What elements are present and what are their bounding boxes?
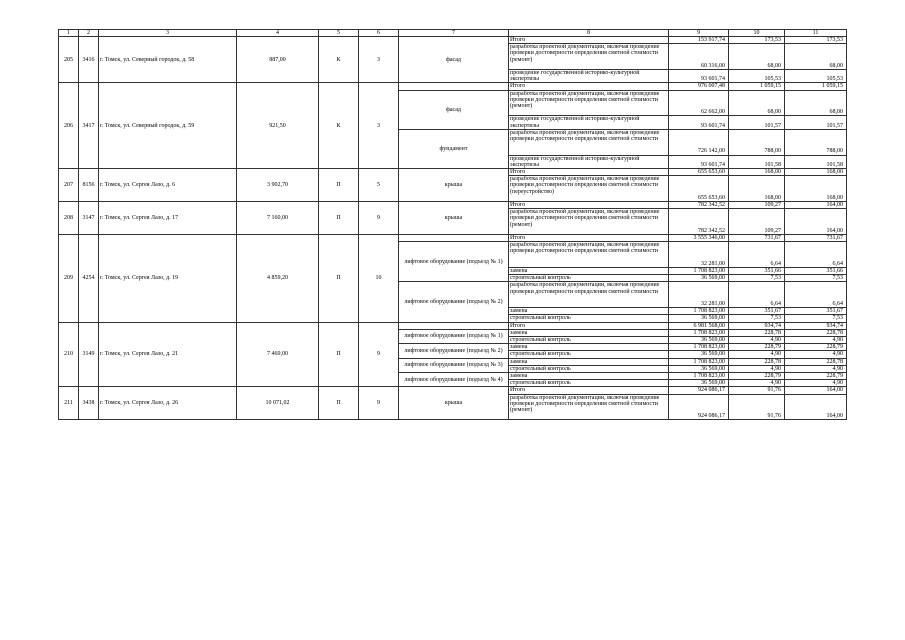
cost-total: 1 708 823,00: [669, 358, 729, 365]
work-description: замена: [509, 268, 669, 275]
max-cost-per-sqm: 4,90: [785, 351, 847, 358]
work-description: строительный контроль: [509, 380, 669, 387]
max-cost-per-sqm: 173,53: [785, 37, 847, 44]
wall-material: П: [319, 169, 359, 202]
house-area: 3 902,70: [237, 169, 319, 202]
house-code: 3149: [79, 322, 99, 387]
col-header-6: 6: [359, 30, 399, 37]
cost-total: 36 569,00: [669, 351, 729, 358]
structural-element: фундамент: [399, 129, 509, 168]
work-description: разработка проектной документации, включая проведение проверки достоверности определения сметной стоимости (ремонт): [509, 90, 669, 116]
work-description: разработка проектной документации, включая проведение проверки достоверности определения сметной стоимости: [509, 129, 669, 155]
cost-total: 6 981 568,00: [669, 322, 729, 329]
max-cost-per-sqm: 4,90: [785, 337, 847, 344]
cost-per-sqm: 109,27: [729, 209, 785, 235]
cost-per-sqm: 4,90: [729, 365, 785, 372]
work-description: разработка проектной документации, включая проведение проверки достоверности определения сметной стоимости (ремонт): [509, 394, 669, 420]
structural-element: лифтовое оборудование (подъезд № 1): [399, 329, 509, 343]
repair-table: [58, 29, 847, 420]
cost-total: 153 917,74: [669, 37, 729, 44]
cost-total: 924 086,17: [669, 394, 729, 420]
house-area: 7 160,00: [237, 202, 319, 235]
floor-count: 5: [359, 169, 399, 202]
structural-element: лифтовое оборудование (подъезд № 3): [399, 358, 509, 372]
column-number-header: [59, 30, 847, 37]
house-area: 4 859,20: [237, 235, 319, 323]
cost-per-sqm: 91,76: [729, 387, 785, 394]
capital-repair-register-sheet: [58, 29, 846, 420]
cost-total: 93 601,74: [669, 116, 729, 129]
house-code: 3438: [79, 387, 99, 420]
structural-element: лифтовое оборудование (подъезд № 2): [399, 344, 509, 358]
cost-per-sqm: 105,53: [729, 70, 785, 83]
house-area: 7 469,00: [237, 322, 319, 387]
table-row: [59, 83, 847, 90]
total-label: Итого: [509, 37, 669, 44]
structural-element: фасад: [399, 90, 509, 129]
cost-per-sqm: 6,64: [729, 242, 785, 268]
cost-total: 36 569,00: [669, 365, 729, 372]
cost-total: 1 708 823,00: [669, 268, 729, 275]
element-cell-empty: [399, 322, 509, 329]
house-area: 921,50: [237, 83, 319, 169]
col-header-9: 9: [669, 30, 729, 37]
max-cost-per-sqm: 164,00: [785, 209, 847, 235]
cost-per-sqm: 1 059,15: [729, 83, 785, 90]
cost-per-sqm: 4,90: [729, 351, 785, 358]
record-number: 209: [59, 235, 79, 323]
wall-material: П: [319, 387, 359, 420]
cost-total: 1 708 823,00: [669, 308, 729, 315]
house-address: г. Томск, ул. Сергея Лазо, д. 19: [99, 235, 237, 323]
house-code: 3416: [79, 37, 99, 83]
floor-count: 3: [359, 83, 399, 169]
cost-per-sqm: 7,53: [729, 315, 785, 322]
max-cost-per-sqm: 6,64: [785, 282, 847, 308]
work-description: строительный контроль: [509, 315, 669, 322]
max-cost-per-sqm: 164,00: [785, 394, 847, 420]
table-row: [59, 235, 847, 242]
structural-element: лифтовое оборудование (подъезд № 1): [399, 242, 509, 282]
cost-total: 36 569,00: [669, 275, 729, 282]
cost-per-sqm: 4,90: [729, 380, 785, 387]
work-description: строительный контроль: [509, 365, 669, 372]
cost-total: 62 662,00: [669, 90, 729, 116]
max-cost-per-sqm: 4,90: [785, 380, 847, 387]
house-code: 8156: [79, 169, 99, 202]
cost-per-sqm: 228,79: [729, 344, 785, 351]
work-description: строительный контроль: [509, 275, 669, 282]
wall-material: П: [319, 322, 359, 387]
house-address: г. Томск, ул. Северный городок, д. 58: [99, 37, 237, 83]
max-cost-per-sqm: 168,00: [785, 169, 847, 176]
wall-material: П: [319, 235, 359, 323]
cost-total: 976 007,48: [669, 83, 729, 90]
cost-per-sqm: 731,67: [729, 235, 785, 242]
floor-count: 9: [359, 387, 399, 420]
floor-count: 3: [359, 37, 399, 83]
table-body: [59, 37, 847, 420]
record-number: 207: [59, 169, 79, 202]
work-description: замена: [509, 358, 669, 365]
cost-total: 1 708 823,00: [669, 373, 729, 380]
max-cost-per-sqm: 351,67: [785, 308, 847, 315]
total-label: Итого: [509, 322, 669, 329]
house-address: г. Томск, ул. Сергея Лазо, д. 21: [99, 322, 237, 387]
max-cost-per-sqm: 6,64: [785, 242, 847, 268]
max-cost-per-sqm: 934,74: [785, 322, 847, 329]
record-number: 211: [59, 387, 79, 420]
max-cost-per-sqm: 228,79: [785, 344, 847, 351]
house-address: г. Томск, ул. Северный городок, д. 59: [99, 83, 237, 169]
cost-per-sqm: 351,67: [729, 308, 785, 315]
col-header-10: 10: [729, 30, 785, 37]
cost-total: 32 281,00: [669, 242, 729, 268]
max-cost-per-sqm: 788,00: [785, 129, 847, 155]
record-number: 210: [59, 322, 79, 387]
work-description: разработка проектной документации, включая проведение проверки достоверности определения сметной стоимости: [509, 242, 669, 268]
cost-total: 782 342,52: [669, 209, 729, 235]
col-header-5: 5: [319, 30, 359, 37]
cost-total: 93 601,74: [669, 70, 729, 83]
cost-total: 924 086,17: [669, 387, 729, 394]
work-description: замена: [509, 329, 669, 336]
max-cost-per-sqm: 164,00: [785, 387, 847, 394]
cost-per-sqm: 351,66: [729, 268, 785, 275]
cost-per-sqm: 173,53: [729, 37, 785, 44]
max-cost-per-sqm: 4,90: [785, 365, 847, 372]
table-row: [59, 37, 847, 44]
work-description: разработка проектной документации, включая проведение проверки достоверности определения сметной стоимости (ремонт): [509, 209, 669, 235]
cost-per-sqm: 168,00: [729, 169, 785, 176]
max-cost-per-sqm: 351,66: [785, 268, 847, 275]
col-header-4: 4: [237, 30, 319, 37]
cost-total: 36 569,00: [669, 315, 729, 322]
work-description: замена: [509, 308, 669, 315]
cost-total: 782 342,52: [669, 202, 729, 209]
cost-per-sqm: 228,78: [729, 329, 785, 336]
work-description: разработка проектной документации, включая проведение проверки достоверности определения сметной стоимости (ремонт): [509, 44, 669, 70]
cost-per-sqm: 101,57: [729, 116, 785, 129]
structural-element: лифтовое оборудование (подъезд № 4): [399, 373, 509, 387]
house-address: г. Томск, ул. Сергея Лазо, д. 26: [99, 387, 237, 420]
work-description: строительный контроль: [509, 351, 669, 358]
header-row: [59, 30, 847, 37]
wall-material: К: [319, 37, 359, 83]
max-cost-per-sqm: 164,00: [785, 202, 847, 209]
work-description: замена: [509, 373, 669, 380]
table-row: [59, 202, 847, 209]
cost-per-sqm: 4,90: [729, 337, 785, 344]
structural-element: фасад: [399, 37, 509, 83]
cost-total: 1 708 823,00: [669, 329, 729, 336]
col-header-11: 11: [785, 30, 847, 37]
cost-per-sqm: 68,00: [729, 90, 785, 116]
cost-per-sqm: 7,53: [729, 275, 785, 282]
house-area: 887,00: [237, 37, 319, 83]
total-label: Итого: [509, 387, 669, 394]
max-cost-per-sqm: 228,78: [785, 358, 847, 365]
max-cost-per-sqm: 68,00: [785, 90, 847, 116]
work-description: разработка проектной документации, включая проведение проверки достоверности определения сметной стоимости (переустройство): [509, 176, 669, 202]
table-row: [59, 322, 847, 329]
max-cost-per-sqm: 7,53: [785, 315, 847, 322]
cost-total: 655 653,60: [669, 176, 729, 202]
max-cost-per-sqm: 101,57: [785, 116, 847, 129]
house-address: г. Томск, ул. Сергея Лазо, д. 6: [99, 169, 237, 202]
structural-element: крыша: [399, 202, 509, 235]
total-label: Итого: [509, 235, 669, 242]
record-number: 208: [59, 202, 79, 235]
work-description: проведение государственной историко-культурной экспертизы: [509, 70, 669, 83]
cost-per-sqm: 101,58: [729, 155, 785, 168]
record-number: 205: [59, 37, 79, 83]
cost-total: 726 142,00: [669, 129, 729, 155]
max-cost-per-sqm: 105,53: [785, 70, 847, 83]
cost-total: 3 555 346,00: [669, 235, 729, 242]
max-cost-per-sqm: 228,78: [785, 329, 847, 336]
cost-total: 36 569,00: [669, 337, 729, 344]
cost-per-sqm: 934,74: [729, 322, 785, 329]
work-description: строительный контроль: [509, 337, 669, 344]
house-area: 10 071,02: [237, 387, 319, 420]
max-cost-per-sqm: 228,79: [785, 373, 847, 380]
cost-per-sqm: 109,27: [729, 202, 785, 209]
total-label: Итого: [509, 83, 669, 90]
element-cell-empty: [399, 235, 509, 242]
cost-per-sqm: 168,00: [729, 176, 785, 202]
work-description: проведение государственной историко-культурной экспертизы: [509, 116, 669, 129]
cost-total: 93 601,74: [669, 155, 729, 168]
floor-count: 9: [359, 202, 399, 235]
max-cost-per-sqm: 168,00: [785, 176, 847, 202]
wall-material: П: [319, 202, 359, 235]
total-label: Итого: [509, 169, 669, 176]
col-header-2: 2: [79, 30, 99, 37]
cost-total: 1 708 823,00: [669, 344, 729, 351]
max-cost-per-sqm: 68,00: [785, 44, 847, 70]
floor-count: 10: [359, 235, 399, 323]
cost-total: 60 316,00: [669, 44, 729, 70]
element-cell-empty: [399, 83, 509, 90]
table-row: [59, 387, 847, 394]
structural-element: лифтовое оборудование (подъезд № 2): [399, 282, 509, 322]
house-code: 4254: [79, 235, 99, 323]
cost-per-sqm: 6,64: [729, 282, 785, 308]
cost-per-sqm: 91,76: [729, 394, 785, 420]
floor-count: 9: [359, 322, 399, 387]
cost-total: 36 569,00: [669, 380, 729, 387]
max-cost-per-sqm: 731,67: [785, 235, 847, 242]
max-cost-per-sqm: 1 059,15: [785, 83, 847, 90]
cost-total: 32 281,00: [669, 282, 729, 308]
cost-per-sqm: 788,00: [729, 129, 785, 155]
col-header-3: 3: [99, 30, 237, 37]
work-description: проведение государственной историко-культурной экспертизы: [509, 155, 669, 168]
table-row: [59, 169, 847, 176]
wall-material: К: [319, 83, 359, 169]
col-header-7: 7: [399, 30, 509, 37]
house-code: 3147: [79, 202, 99, 235]
total-label: Итого: [509, 202, 669, 209]
structural-element: крыша: [399, 169, 509, 202]
max-cost-per-sqm: 7,53: [785, 275, 847, 282]
structural-element: крыша: [399, 387, 509, 420]
cost-total: 655 653,60: [669, 169, 729, 176]
cost-per-sqm: 68,00: [729, 44, 785, 70]
house-code: 3417: [79, 83, 99, 169]
work-description: разработка проектной документации, включая проведение проверки достоверности определения сметной стоимости: [509, 282, 669, 308]
cost-per-sqm: 228,79: [729, 373, 785, 380]
cost-per-sqm: 228,78: [729, 358, 785, 365]
house-address: г. Томск, ул. Сергея Лазо, д. 17: [99, 202, 237, 235]
col-header-8: 8: [509, 30, 669, 37]
record-number: 206: [59, 83, 79, 169]
work-description: замена: [509, 344, 669, 351]
max-cost-per-sqm: 101,58: [785, 155, 847, 168]
col-header-1: 1: [59, 30, 79, 37]
